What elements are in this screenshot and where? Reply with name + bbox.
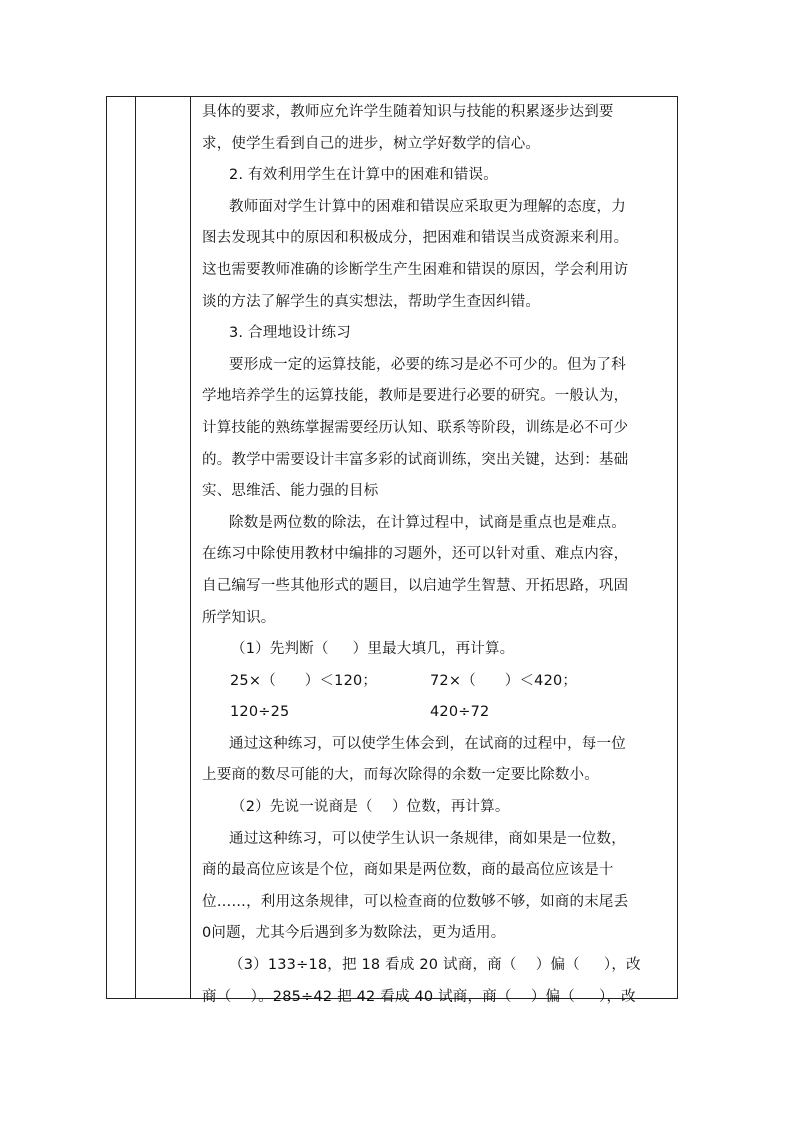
paragraph-line: 求，使学生看到自己的进步，树立学好数学的信心。 [202,135,541,152]
math-row-2 [202,697,672,729]
paragraph-line: 的。教学中需要设计丰富多彩的试商训练，突出关键，达到：基础 [202,451,629,468]
paragraph-line: 上要商的数尽可能的大，而每次除得的余数一定要比除数小。 [202,767,599,784]
math-expression: 120÷25 [230,704,290,721]
paragraph-line: 这也需要教师准确的诊断学生产生困难和错误的原因，学会利用访 [202,261,629,278]
exercise-2-heading: （2）先说一说商是（ ）位数，再计算。 [231,799,510,816]
exercise-3-line: 商（ ）。285÷42 把 42 看成 40 试商，商（ ）偏（ ），改 [202,988,636,1005]
paragraph-line: 通过这种练习，可以使学生体会到，在试商的过程中，每一位 [229,735,626,752]
paragraph-line: 实、思维活、能力强的目标 [202,483,379,500]
table-column-divider-2 [190,97,191,998]
paragraph-line: 谈的方法了解学生的真实想法，帮助学生查因纠错。 [202,293,541,310]
exercise-1-heading: （1）先判断（ ）里最大填几，再计算。 [231,641,515,658]
paragraph-line: 学地培养学生的运算技能，教师是要进行必要的研究。一般认为， [202,388,629,405]
paragraph-line: 通过这种练习，可以使学生认识一条规律，商如果是一位数， [229,830,626,847]
math-row-1 [202,666,672,698]
lesson-plan-table [106,96,678,1005]
paragraph-line: 要形成一定的运算技能，必要的练习是必不可少的。但为了科 [229,356,626,373]
paragraph-line: 具体的要求，教师应允许学生随着知识与技能的积累逐步达到要 [202,104,614,120]
paragraph-line: 教师面对学生计算中的困难和错误应采取更为理解的态度，力 [229,198,626,215]
paragraph-line: 计算技能的熟练掌握需要经历认知、联系等阶段，训练是必不可少 [202,419,629,436]
paragraph-line: 图去发现其中的原因和积极成分，把困难和错误当成资源来利用。 [202,230,629,247]
section-heading-2: 2. 有效利用学生在计算中的困难和错误。 [229,167,498,184]
paragraph-line: 0问题，尤其今后遇到多为数除法，更为适用。 [202,925,506,942]
math-expression: 25×（ ）＜120； [230,672,378,689]
math-expression: 420÷72 [430,704,490,721]
paragraph-line: 商的最高位应该是个位，商如果是两位数，商的最高位应该是十 [202,862,614,879]
math-expression: 72×（ ）＜420； [430,672,578,689]
table-column-divider-1 [135,97,136,998]
paragraph-line: 所学知识。 [202,609,276,626]
paragraph-line: 位……，利用这条规律，可以检查商的位数够不够，如商的末尾丢 [202,893,629,910]
paragraph-line: 除数是两位数的除法，在计算过程中，试商是重点也是难点。 [229,514,626,531]
paragraph-line: 自己编写一些其他形式的题目，以启迪学生智慧、开拓思路，巩固 [202,577,629,594]
section-heading-3: 3. 合理地设计练习 [229,325,351,342]
paragraph-line: 在练习中除使用教材中编排的习题外，还可以针对重、难点内容， [202,546,629,563]
content-cell [196,97,677,1005]
exercise-3-line: （3）133÷18，把 18 看成 20 试商，商（ ）偏（ ），改 [229,957,641,974]
